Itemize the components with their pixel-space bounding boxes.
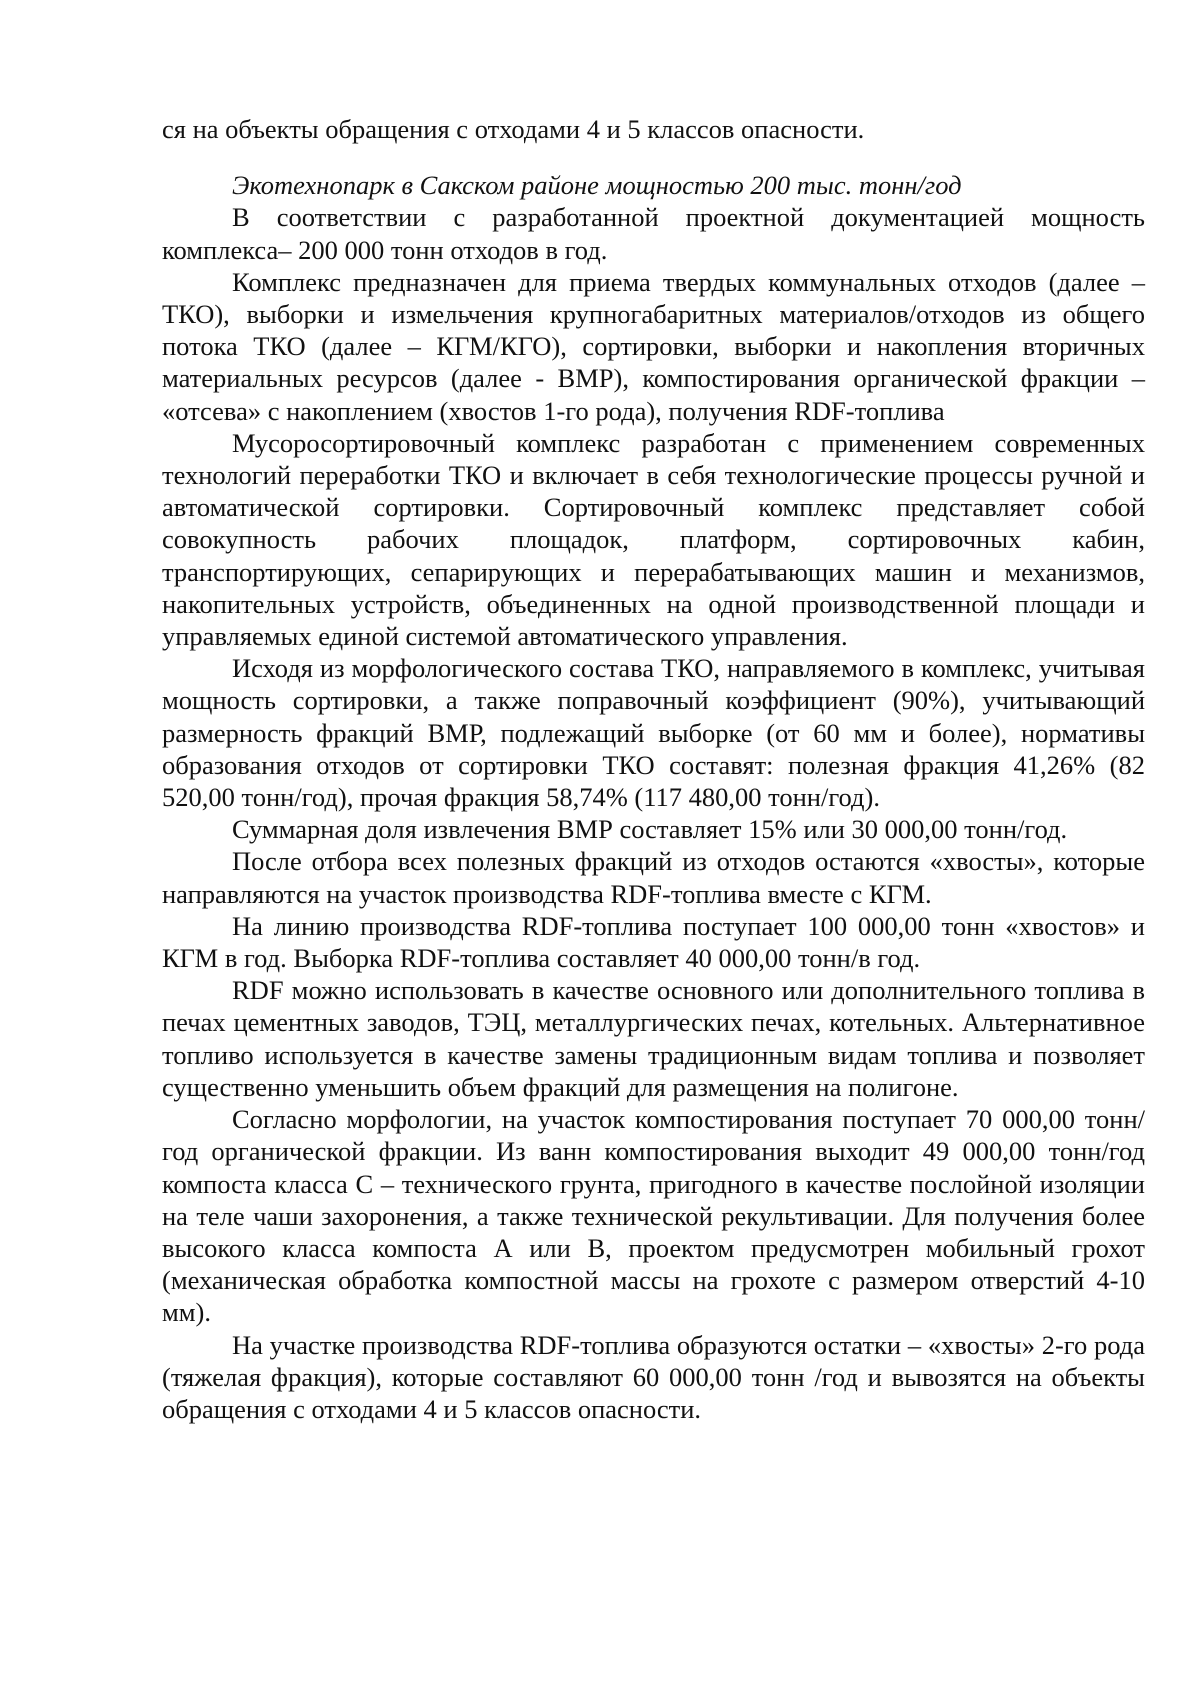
- paragraph: На участке производства RDF-топлива образуются остатки – «хвосты» 2-го рода (тяжелая фракция), которые составляют 60 000,00 тонн /год и вывозятся на объекты обращения с отходами 4 и 5 классов опасности.: [162, 1329, 1145, 1424]
- paragraph: На линию производства RDF-топлива поступает 100 000,00 тонн «хвостов» и КГМ в год. Выборка RDF-топлива составляет 40 000,00 тонн/в год.: [162, 910, 1145, 974]
- paragraph: RDF можно использовать в качестве основного или дополнительного топлива в печах цементных заводов, ТЭЦ, металлургических печах, котельных. Альтернативное топливо используется в качестве замены традиционным видам топлива и позволяет существенно уменьшить объем фракций для размещения на полигоне.: [162, 975, 1145, 1102]
- paragraph: Исходя из морфологического состава ТКО, направляемого в комплекс, учитывая мощность сортировки, а также поправочный коэффициент (90%), учитывающий размерность фракций ВМР, подлежащий выборке (от 60 мм и более), нормативы образования отходов от сортировки ТКО составят: полезная фракция 41,26% (82 520,00 тонн/год), прочая фракция 58,74% (117 480,00 тонн/год).: [162, 653, 1145, 813]
- paragraph: После отбора всех полезных фракций из отходов остаются «хвосты», которые направляются на участок производства RDF-топлива вместе с КГМ.: [162, 846, 1145, 909]
- paragraph: Мусоросортировочный комплекс разработан с применением современных технологий переработки ТКО и включает в себя технологические процессы ручной и автоматической сортировки. Сортировочный комплекс представляет собой совокупность рабочих площадок, платформ, сортировочных кабин, транспортирующих, сепарирующих и перерабатывающих машин и механизмов, накопительных устройств, объединенных на одной производственной площади и управляемых единой системой автоматического управления.: [162, 427, 1145, 652]
- document-body: [162, 113, 1145, 1425]
- paragraph-continuation: ся на объекты обращения с отходами 4 и 5 классов опасности.: [162, 114, 865, 144]
- paragraph: Суммарная доля извлечения ВМР составляет 15% или 30 000,00 тонн/год.: [232, 814, 1068, 845]
- section-heading: Экотехнопарк в Сакском районе мощностью 200 тыс. тонн/год: [232, 170, 962, 201]
- paragraph: В соответствии с разработанной проектной документацией мощность комплекса– 200 000 тонн отходов в год.: [162, 202, 1145, 265]
- paragraph: Комплекс предназначен для приема твердых коммунальных отходов (далее – ТКО), выборки и измельчения крупногабаритных материалов/отходов из общего потока ТКО (далее – КГМ/КГО), сортировки, выборки и накопления вторичных материальных ресурсов (далее - ВМР), компостирования органической фракции – «отсева» с накоплением (хвостов 1-го рода), получения RDF-топлива: [162, 266, 1145, 426]
- paragraph: Согласно морфологии, на участок компостирования поступает 70 000,00 тонн/год органической фракции. Из ванн компостирования выходит 49 000,00 тонн/год компоста класса С – технического грунта, пригодного в качестве послойной изоляции на теле чаши захоронения, а также технической рекультивации. Для получения более высокого класса компоста А или В, проектом предусмотрен мобильный грохот (механическая обработка компостной массы на грохоте с размером отверстий 4-10 мм).: [162, 1104, 1145, 1328]
